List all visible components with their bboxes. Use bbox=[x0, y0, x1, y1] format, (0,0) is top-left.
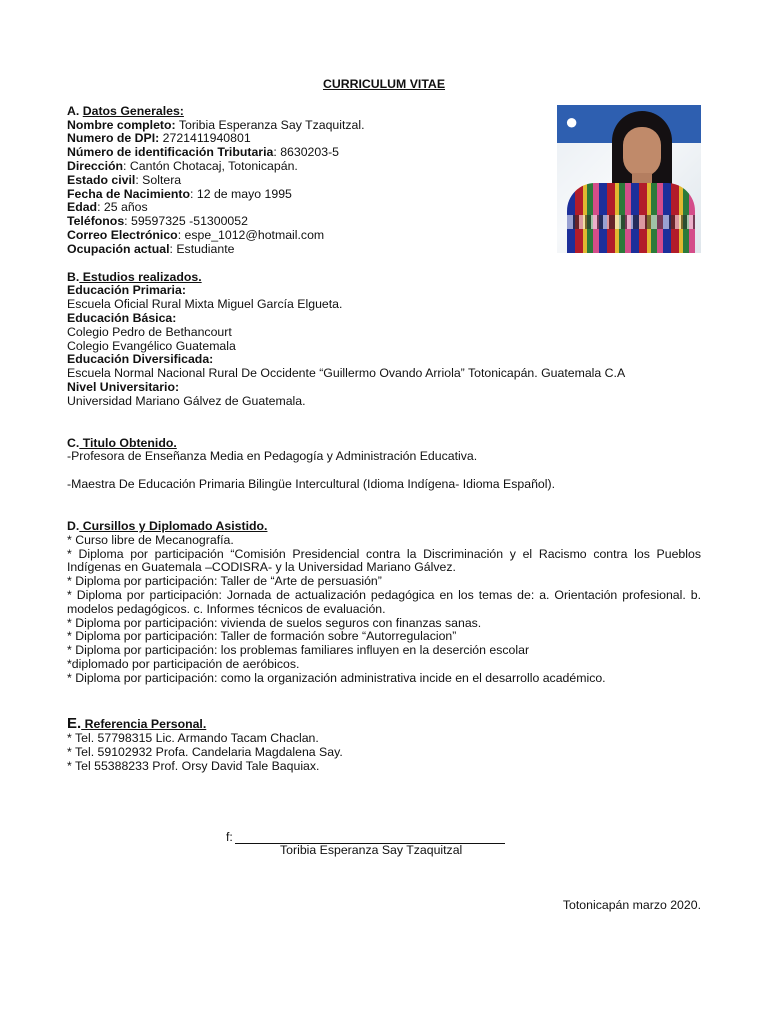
general-field-row bbox=[67, 243, 701, 257]
field-value: : Cantón Chotacaj, Totonicapán. bbox=[123, 158, 298, 173]
section-studies bbox=[67, 271, 701, 409]
field-label: Estado civil bbox=[67, 172, 136, 187]
field-label: Ocupación actual bbox=[67, 241, 170, 256]
section-references bbox=[67, 717, 701, 773]
place-date: Totonicapán marzo 2020. bbox=[562, 898, 701, 912]
document-title: CURRICULUM VITAE bbox=[322, 77, 446, 91]
section-heading: D. Cursillos y Diplomado Asistido. bbox=[67, 518, 268, 533]
section-general bbox=[67, 105, 701, 257]
field-value: : 12 de mayo 1995 bbox=[190, 186, 292, 201]
field-label: Edad bbox=[67, 200, 98, 215]
section-heading: C. Titulo Obtenido. bbox=[67, 435, 177, 450]
field-value: : 25 años bbox=[97, 200, 148, 215]
general-fields bbox=[67, 119, 701, 257]
degree-item: -Profesora de Enseñanza Media en Pedagogía y Administración Educativa. bbox=[67, 449, 478, 464]
signature-name: Toribia Esperanza Say Tzaquitzal bbox=[280, 843, 463, 857]
course-item: *diplomado por participación de aeróbicos. bbox=[67, 656, 300, 671]
primary-label: Educación Primaria: bbox=[67, 283, 186, 298]
section-heading: E. Referencia Personal. bbox=[67, 715, 207, 733]
cv-document bbox=[67, 78, 701, 774]
field-label: Correo Electrónico bbox=[67, 227, 178, 242]
general-field-row bbox=[67, 146, 701, 160]
section-degrees bbox=[67, 437, 701, 492]
field-label: Dirección bbox=[67, 158, 124, 173]
section-courses bbox=[67, 520, 701, 686]
university-school: Universidad Mariano Gálvez de Guatemala. bbox=[67, 393, 306, 408]
general-field-row bbox=[67, 201, 701, 215]
section-heading: B. Estudios realizados. bbox=[67, 269, 202, 284]
reference-item: * Tel. 57798315 Lic. Armando Tacam Chaclan. bbox=[67, 731, 319, 746]
field-label: Numero de DPI: bbox=[67, 131, 160, 146]
field-label: Fecha de Nacimiento bbox=[67, 186, 191, 201]
field-label: Nombre completo: bbox=[67, 117, 176, 132]
general-field-row bbox=[67, 188, 701, 202]
university-label: Nivel Universitario: bbox=[67, 379, 180, 394]
reference-item: * Tel. 59102932 Profa. Candelaria Magdalena Say. bbox=[67, 745, 343, 760]
course-item: * Diploma por participación: los problemas familiares influyen en la deserción escolar bbox=[67, 643, 530, 658]
field-label: Número de identificación Tributaria bbox=[67, 145, 274, 160]
basic-label: Educación Básica: bbox=[67, 310, 177, 325]
degree-item: -Maestra De Educación Primaria Bilingüe Intercultural (Idioma Indígena- Idioma Español). bbox=[67, 477, 556, 492]
field-value: : Estudiante bbox=[169, 241, 235, 256]
diversified-school: Escuela Normal Nacional Rural De Occidente “Guillermo Ovando Arriola” Totonicapán. Guatemala C.A bbox=[67, 366, 626, 381]
photo-background-sign: ● bbox=[557, 105, 701, 143]
course-item: * Diploma por participación “Comisión Presidencial contra la Discriminación y el Racismo contra los Pueblos Indígenas en Guatemala –CODISRA- y la Universidad Mariano Gálvez. bbox=[67, 546, 701, 575]
signature-prefix: f: bbox=[226, 830, 233, 844]
general-field-row bbox=[67, 215, 701, 229]
field-value: 2721411940801 bbox=[159, 131, 251, 146]
general-field-row bbox=[67, 174, 701, 188]
basic-school: Colegio Pedro de Bethancourt bbox=[67, 324, 232, 339]
field-value: : Soltera bbox=[135, 172, 182, 187]
course-item: * Diploma por participación: como la organización administrativa incide en el desarrollo académico. bbox=[67, 670, 606, 685]
course-item: * Diploma por participación: Jornada de actualización pedagógica en los temas de: a. Orientación profesional. b. modelos pedagógicos. c. Informes técnicos de evaluación. bbox=[67, 587, 701, 616]
field-value: : 59597325 -51300052 bbox=[124, 214, 248, 229]
general-field-row bbox=[67, 229, 701, 243]
field-label: Teléfonos bbox=[67, 214, 125, 229]
field-value: : 8630203-5 bbox=[273, 145, 339, 160]
reference-item: * Tel 55388233 Prof. Orsy David Tale Baquiax. bbox=[67, 758, 320, 773]
general-field-row bbox=[67, 132, 701, 146]
field-value: : espe_1012@hotmail.com bbox=[177, 227, 325, 242]
course-item: * Diploma por participación: vivienda de suelos seguros con finanzas sanas. bbox=[67, 615, 482, 630]
section-heading: A. Datos Generales: bbox=[67, 103, 184, 118]
course-item: * Diploma por participación: Taller de “Arte de persuasión” bbox=[67, 574, 382, 589]
diversified-label: Educación Diversificada: bbox=[67, 352, 214, 367]
primary-school: Escuela Oficial Rural Mixta Miguel García Elgueta. bbox=[67, 297, 343, 312]
field-value: Toribia Esperanza Say Tzaquitzal. bbox=[175, 117, 365, 132]
course-item: * Curso libre de Mecanografía. bbox=[67, 532, 234, 547]
general-field-row bbox=[67, 119, 701, 133]
course-item: * Diploma por participación: Taller de formación sobre “Autorregulacion” bbox=[67, 629, 457, 644]
signature-block bbox=[226, 830, 516, 857]
basic-school: Colegio Evangélico Guatemala bbox=[67, 338, 236, 353]
general-field-row bbox=[67, 160, 701, 174]
